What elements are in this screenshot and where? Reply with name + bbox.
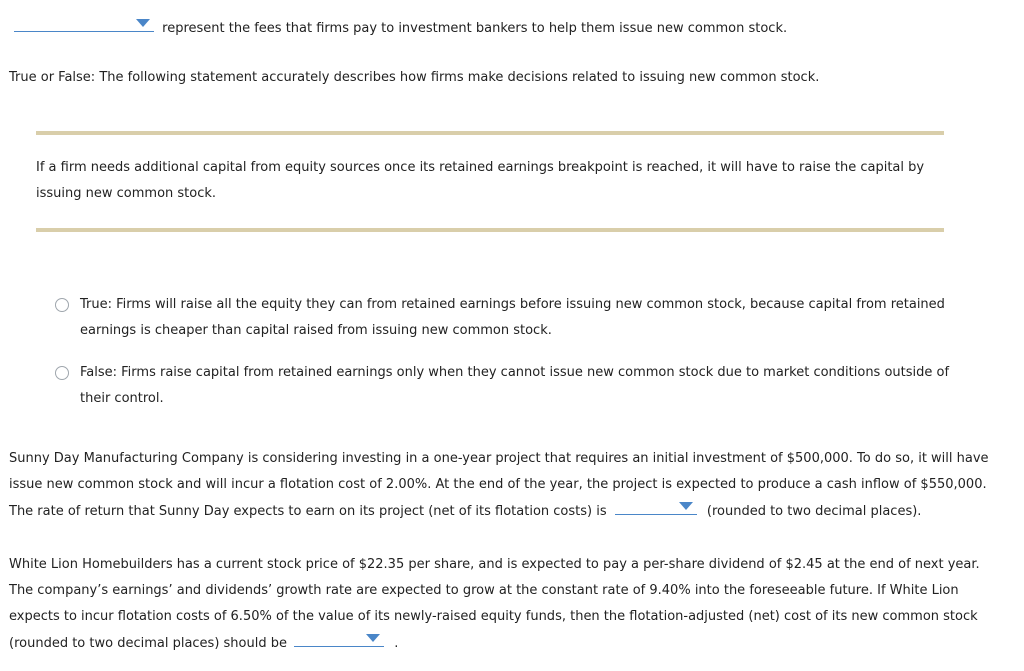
radio-false[interactable] bbox=[55, 366, 69, 380]
q4-line bbox=[9, 630, 980, 657]
chevron-down-icon bbox=[136, 19, 150, 27]
statement-bottom-divider bbox=[36, 228, 944, 232]
q2-statement-line: issuing new common stock. bbox=[36, 186, 217, 201]
q4-line4-after: . bbox=[394, 636, 399, 651]
q1-row bbox=[14, 15, 787, 39]
option-false[interactable] bbox=[80, 360, 949, 412]
chevron-down-icon bbox=[366, 634, 380, 642]
radio-true[interactable] bbox=[55, 298, 69, 312]
q4-line: White Lion Homebuilders has a current stock price of $22.35 per share, and is expected to pay a per-share dividend of $2.45 at the end of next year. bbox=[9, 557, 980, 572]
q3-line: Sunny Day Manufacturing Company is considering investing in a one-year project that requires an initial investment of $500,000. To do so, it will have bbox=[9, 451, 989, 466]
q2-prompt: True or False: The following statement accurately describes how firms make decisions related to issuing new common stock. bbox=[9, 70, 820, 85]
q2-statement bbox=[36, 155, 924, 207]
option-true[interactable] bbox=[80, 292, 945, 344]
option-true-line: True: Firms will raise all the equity they can from retained earnings before issuing new common stock, because capital from retained bbox=[80, 297, 945, 312]
q4-dropdown[interactable] bbox=[294, 630, 384, 647]
q4-line: expects to incur flotation costs of 6.50% of the value of its newly-raised equity funds, then the flotation-adjusted (net) cost of its new common stock bbox=[9, 609, 978, 624]
q3-line bbox=[9, 498, 989, 525]
q3-paragraph bbox=[9, 446, 989, 525]
q3-line3-before: The rate of return that Sunny Day expects to earn on its project (net of its flotation costs) is bbox=[9, 504, 607, 519]
q2-statement-line: If a firm needs additional capital from equity sources once its retained earnings breakpoint is reached, it will have to raise the capital by bbox=[36, 160, 925, 175]
option-false-line: their control. bbox=[80, 391, 164, 406]
q4-line4-before: (rounded to two decimal places) should be bbox=[9, 636, 287, 651]
q4-line: The company’s earnings’ and dividends’ growth rate are expected to grow at the constant rate of 9.40% into the foreseeable future. If White Lion bbox=[9, 583, 959, 598]
q3-line3-after: (rounded to two decimal places). bbox=[706, 504, 922, 519]
q4-paragraph bbox=[9, 552, 980, 657]
q3-line: issue new common stock and will incur a flotation cost of 2.00%. At the end of the year, the project is expected to produce a cash inflow of $550,000. bbox=[9, 477, 987, 492]
q3-dropdown[interactable] bbox=[615, 498, 697, 515]
chevron-down-icon bbox=[679, 502, 693, 510]
q1-text: represent the fees that firms pay to investment bankers to help them issue new common stock. bbox=[162, 21, 788, 36]
q1-dropdown[interactable] bbox=[14, 15, 154, 32]
option-true-line: earnings is cheaper than capital raised from issuing new common stock. bbox=[80, 323, 552, 338]
statement-top-divider bbox=[36, 131, 944, 135]
option-false-line: False: Firms raise capital from retained earnings only when they cannot issue new common stock due to market conditions outside of bbox=[80, 365, 950, 380]
